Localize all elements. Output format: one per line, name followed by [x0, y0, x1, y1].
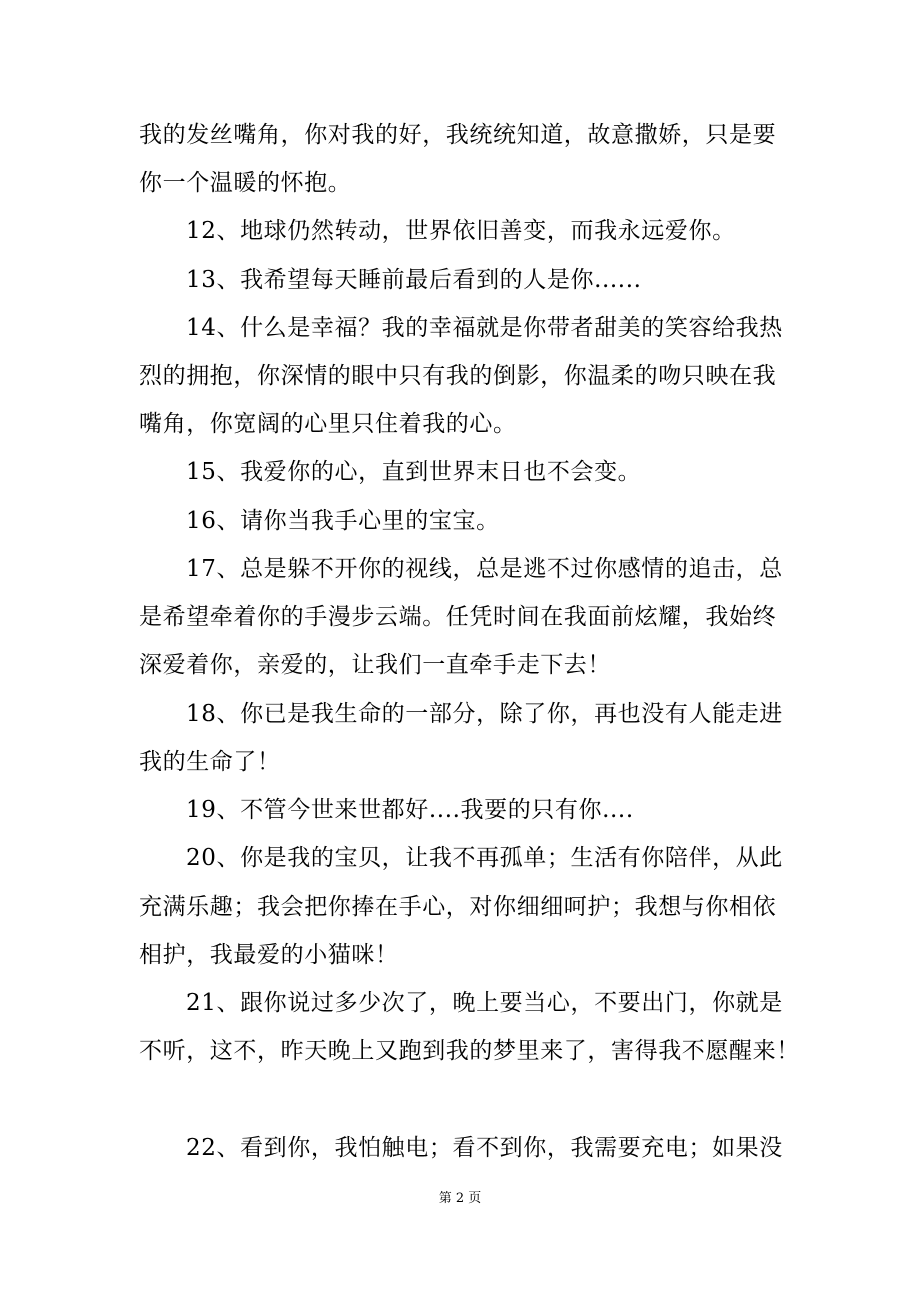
text-line: 17、总是躲不开你的视线，总是逃不过你感情的追击，总 [186, 556, 783, 582]
text-line: 我的发丝嘴角，你对我的好，我统统知道，故意撒娇，只是要 [139, 122, 777, 148]
page-number: 第 2 页 [438, 1191, 482, 1206]
text-line: 我的生命了！ [139, 749, 281, 775]
text-line: 15、我爱你的心，直到世界末日也不会变。 [186, 459, 642, 485]
text-line: 19、不管今世来世都好....我要的只有你.... [186, 797, 634, 823]
text-line: 20、你是我的宝贝，让我不再孤单；生活有你陪伴，从此 [186, 845, 783, 871]
text-line: 13、我希望每天睡前最后看到的人是你...... [186, 267, 642, 293]
text-line: 嘴角，你宽阔的心里只住着我的心。 [139, 411, 517, 437]
text-line: 你一个温暖的怀抱。 [139, 170, 352, 196]
text-line: 14、什么是幸福？我的幸福就是你带者甜美的笑容给我热 [186, 315, 783, 341]
text-line: 充满乐趣；我会把你捧在手心，对你细细呵护；我想与你相依 [139, 894, 777, 920]
text-line: 深爱着你，亲爱的，让我们一直牵手走下去！ [139, 652, 611, 678]
text-line: 21、跟你说过多少次了，晚上要当心，不要出门，你就是 [186, 990, 783, 1016]
text-line: 烈的拥抱，你深情的眼中只有我的倒影，你温柔的吻只映在我 [139, 363, 777, 389]
text-line: 16、请你当我手心里的宝宝。 [186, 508, 500, 534]
text-line: 不听，这不，昨天晚上又跑到我的梦里来了，害得我不愿醒来！ [139, 1038, 800, 1064]
text-line: 相护，我最爱的小猫咪！ [139, 942, 399, 968]
text-line: 12、地球仍然转动，世界依旧善变，而我永远爱你。 [186, 218, 736, 244]
text-line: 是希望牵着你的手漫步云端。任凭时间在我面前炫耀，我始终 [139, 604, 777, 630]
text-line: 22、看到你，我怕触电；看不到你，我需要充电；如果没 [186, 1135, 783, 1161]
text-line: 18、你已是我生命的一部分，除了你，再也没有人能走进 [186, 701, 783, 727]
